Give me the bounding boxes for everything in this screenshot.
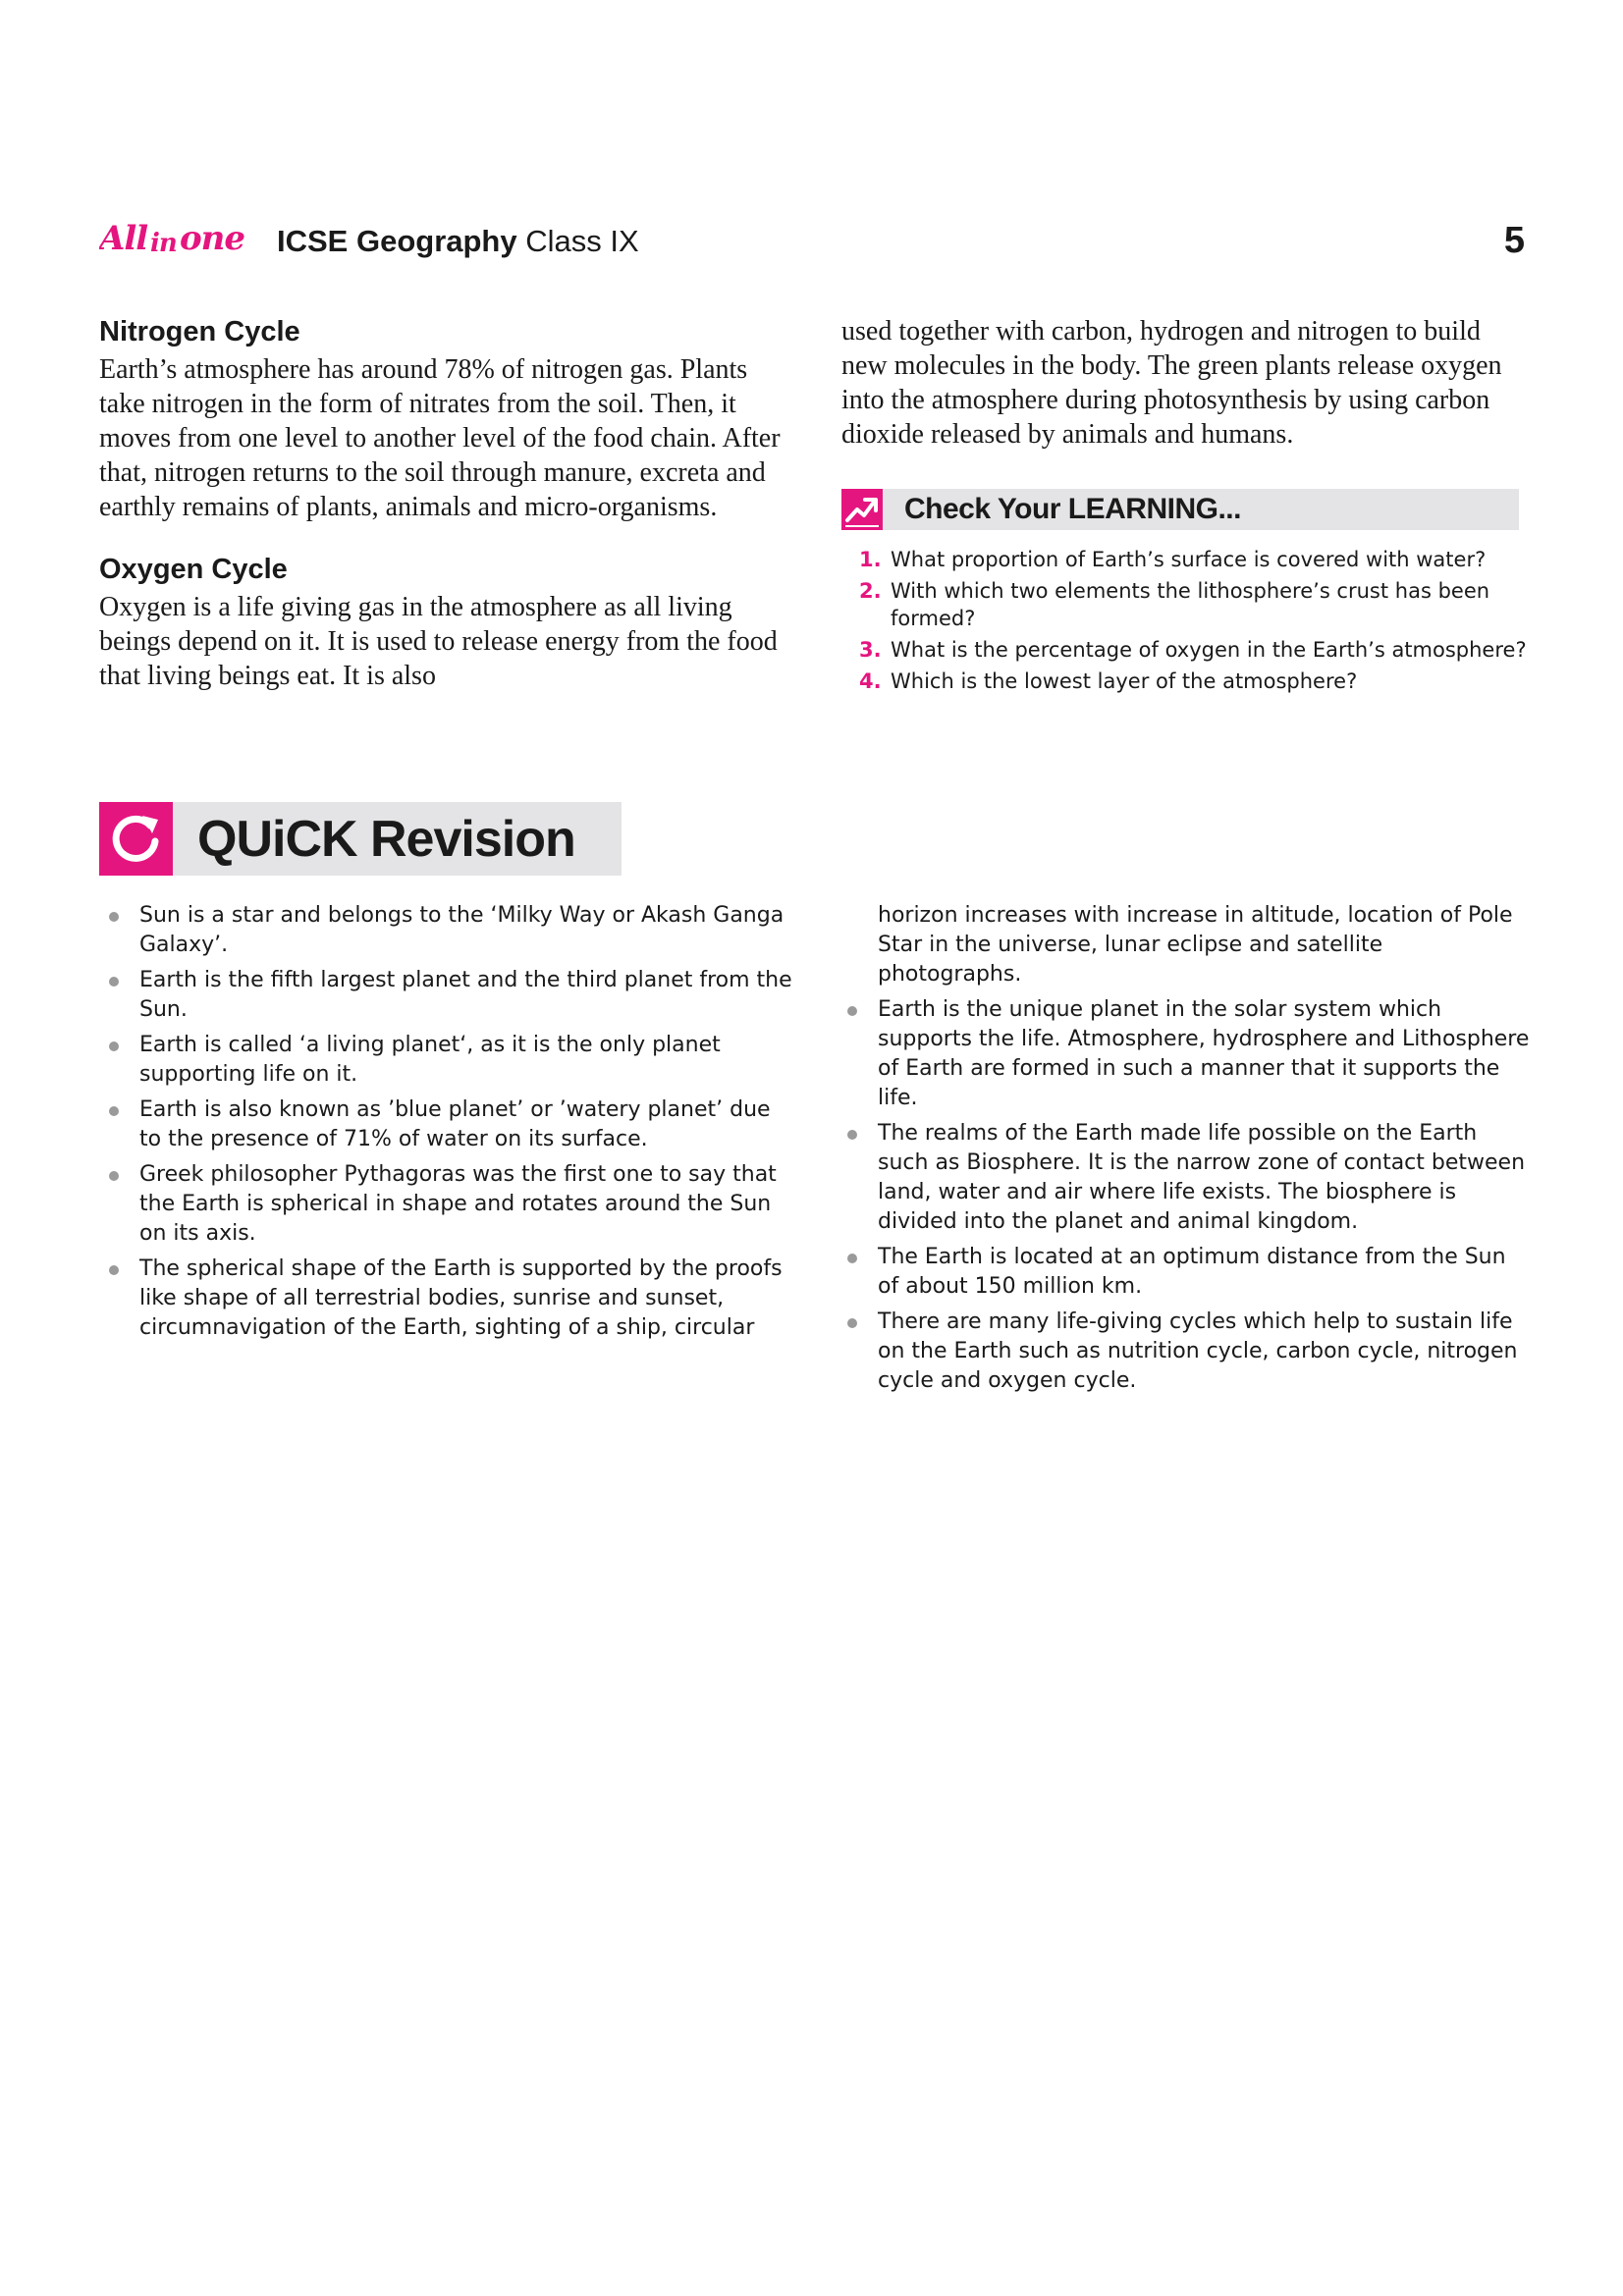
book-title-subject: ICSE Geography [277,224,517,258]
list-item [106,966,793,1025]
question-item [841,546,1529,573]
question-item [841,667,1529,695]
bullet-dot [109,977,119,987]
list-item-continued [844,901,1532,989]
page-header [99,218,1533,267]
question-text: Which is the lowest layer of the atmosphere? [891,669,1358,693]
list-item [844,1119,1532,1237]
book-title-class: Class IX [516,224,639,258]
oxygen-paragraph-continued: used together with carbon, hydrogen and nitrogen to build new molecules in the body. The green plants release oxygen into the atmosphere during photosynthesis by using carbon dioxide released by animals and humans. [841,316,1502,450]
list-item [106,1255,793,1343]
list-item [844,1243,1532,1302]
list-item-text: Greek philosopher Pythagoras was the first one to say that the Earth is spherical in shape and rotates around the Sun on its axis. [139,1162,777,1246]
quick-revision-banner [99,802,622,876]
bullet-dot [847,1254,857,1263]
quick-revision-title: QUiCK Revision [197,811,575,868]
revision-list-right [844,901,1532,1396]
question-item [841,636,1529,664]
bullet-dot [847,1130,857,1140]
left-column [99,316,796,693]
bullet-dot [109,1041,119,1051]
list-item [844,1308,1532,1396]
revision-list-left [106,901,793,1343]
revision-left-column [106,901,793,1349]
all-in-one-logo [99,218,264,259]
book-title [277,224,639,259]
list-item-text: The realms of the Earth made life possible on the Earth such as Biosphere. It is the narrow zone of contact between land, water and air where life exists. The biosphere is divided into the planet and animal kingdom. [878,1121,1526,1234]
list-item-text: There are many life-giving cycles which help to sustain life on the Earth such as nutrition cycle, carbon cycle, nitrogen cycle and oxygen cycle. [878,1309,1518,1393]
right-column [841,314,1529,699]
list-item-text: Earth is the fifth largest planet and the third planet from the Sun. [139,968,792,1022]
oxygen-heading: Oxygen Cycle [99,554,288,585]
list-item-text: The spherical shape of the Earth is supported by the proofs like shape of all terrestrial bodies, sunrise and sunset, circumnavigation of the Earth, sighting of a ship, circular [139,1256,783,1340]
check-learning-banner [841,489,1519,530]
question-number: 1. [859,548,882,571]
list-item-text: The Earth is located at an optimum distance from the Sun of about 150 million km. [878,1245,1506,1299]
bullet-dot [109,1106,119,1116]
question-number: 2. [859,579,882,603]
check-learning-questions [841,546,1529,695]
oxygen-paragraph: Oxygen is a life giving gas in the atmosphere as all living beings depend on it. It is used to release energy from the food that living beings eat. It is also [99,592,778,691]
check-learning-title: Check Your LEARNING... [904,493,1241,525]
question-number: 4. [859,669,882,693]
bullet-dot [109,912,119,922]
revision-right-column [844,901,1532,1402]
bullet-dot [847,1006,857,1016]
bullet-dot [847,1318,857,1328]
svg-text:All: All [99,219,148,258]
list-item [106,1160,793,1249]
svg-text:one: one [180,219,245,258]
svg-text:in: in [150,229,177,258]
list-item [844,995,1532,1113]
list-item [106,1031,793,1090]
list-item-text: Earth is also known as ’blue planet’ or ’watery planet’ due to the presence of 71% of water on its surface. [139,1097,771,1151]
list-item [106,1095,793,1154]
page-number: 5 [1503,220,1525,261]
question-text: What proportion of Earth’s surface is covered with water? [891,548,1487,571]
list-item [106,901,793,960]
list-item-text: horizon increases with increase in altitude, location of Pole Star in the universe, lunar eclipse and satellite photographs. [878,903,1513,987]
list-item-text: Earth is called ‘a living planet‘, as it is the only planet supporting life on it. [139,1033,721,1087]
list-item-text: Sun is a star and belongs to the ‘Milky Way or Akash Ganga Galaxy’. [139,903,784,957]
brand-logo [99,218,264,268]
question-number: 3. [859,638,882,662]
question-text: With which two elements the lithosphere’s crust has been formed? [891,579,1490,630]
refresh-circle-icon [99,802,173,876]
question-text: What is the percentage of oxygen in the Earth’s atmosphere? [891,638,1527,662]
question-item [841,577,1529,632]
trend-up-arrow-icon [841,489,883,530]
list-item-text: Earth is the unique planet in the solar system which supports the life. Atmosphere, hydrosphere and Lithosphere of Earth are formed in such a manner that it supports the life. [878,997,1530,1110]
bullet-dot [109,1171,119,1181]
nitrogen-paragraph: Earth’s atmosphere has around 78% of nitrogen gas. Plants take nitrogen in the form of nitrates from the soil. Then, it moves from one level to another level of the food chain. After that, nitrogen returns to the soil through manure, excreta and earthly remains of plants, animals and micro-organisms. [99,354,781,522]
nitrogen-heading: Nitrogen Cycle [99,316,300,347]
bullet-dot [109,1265,119,1275]
